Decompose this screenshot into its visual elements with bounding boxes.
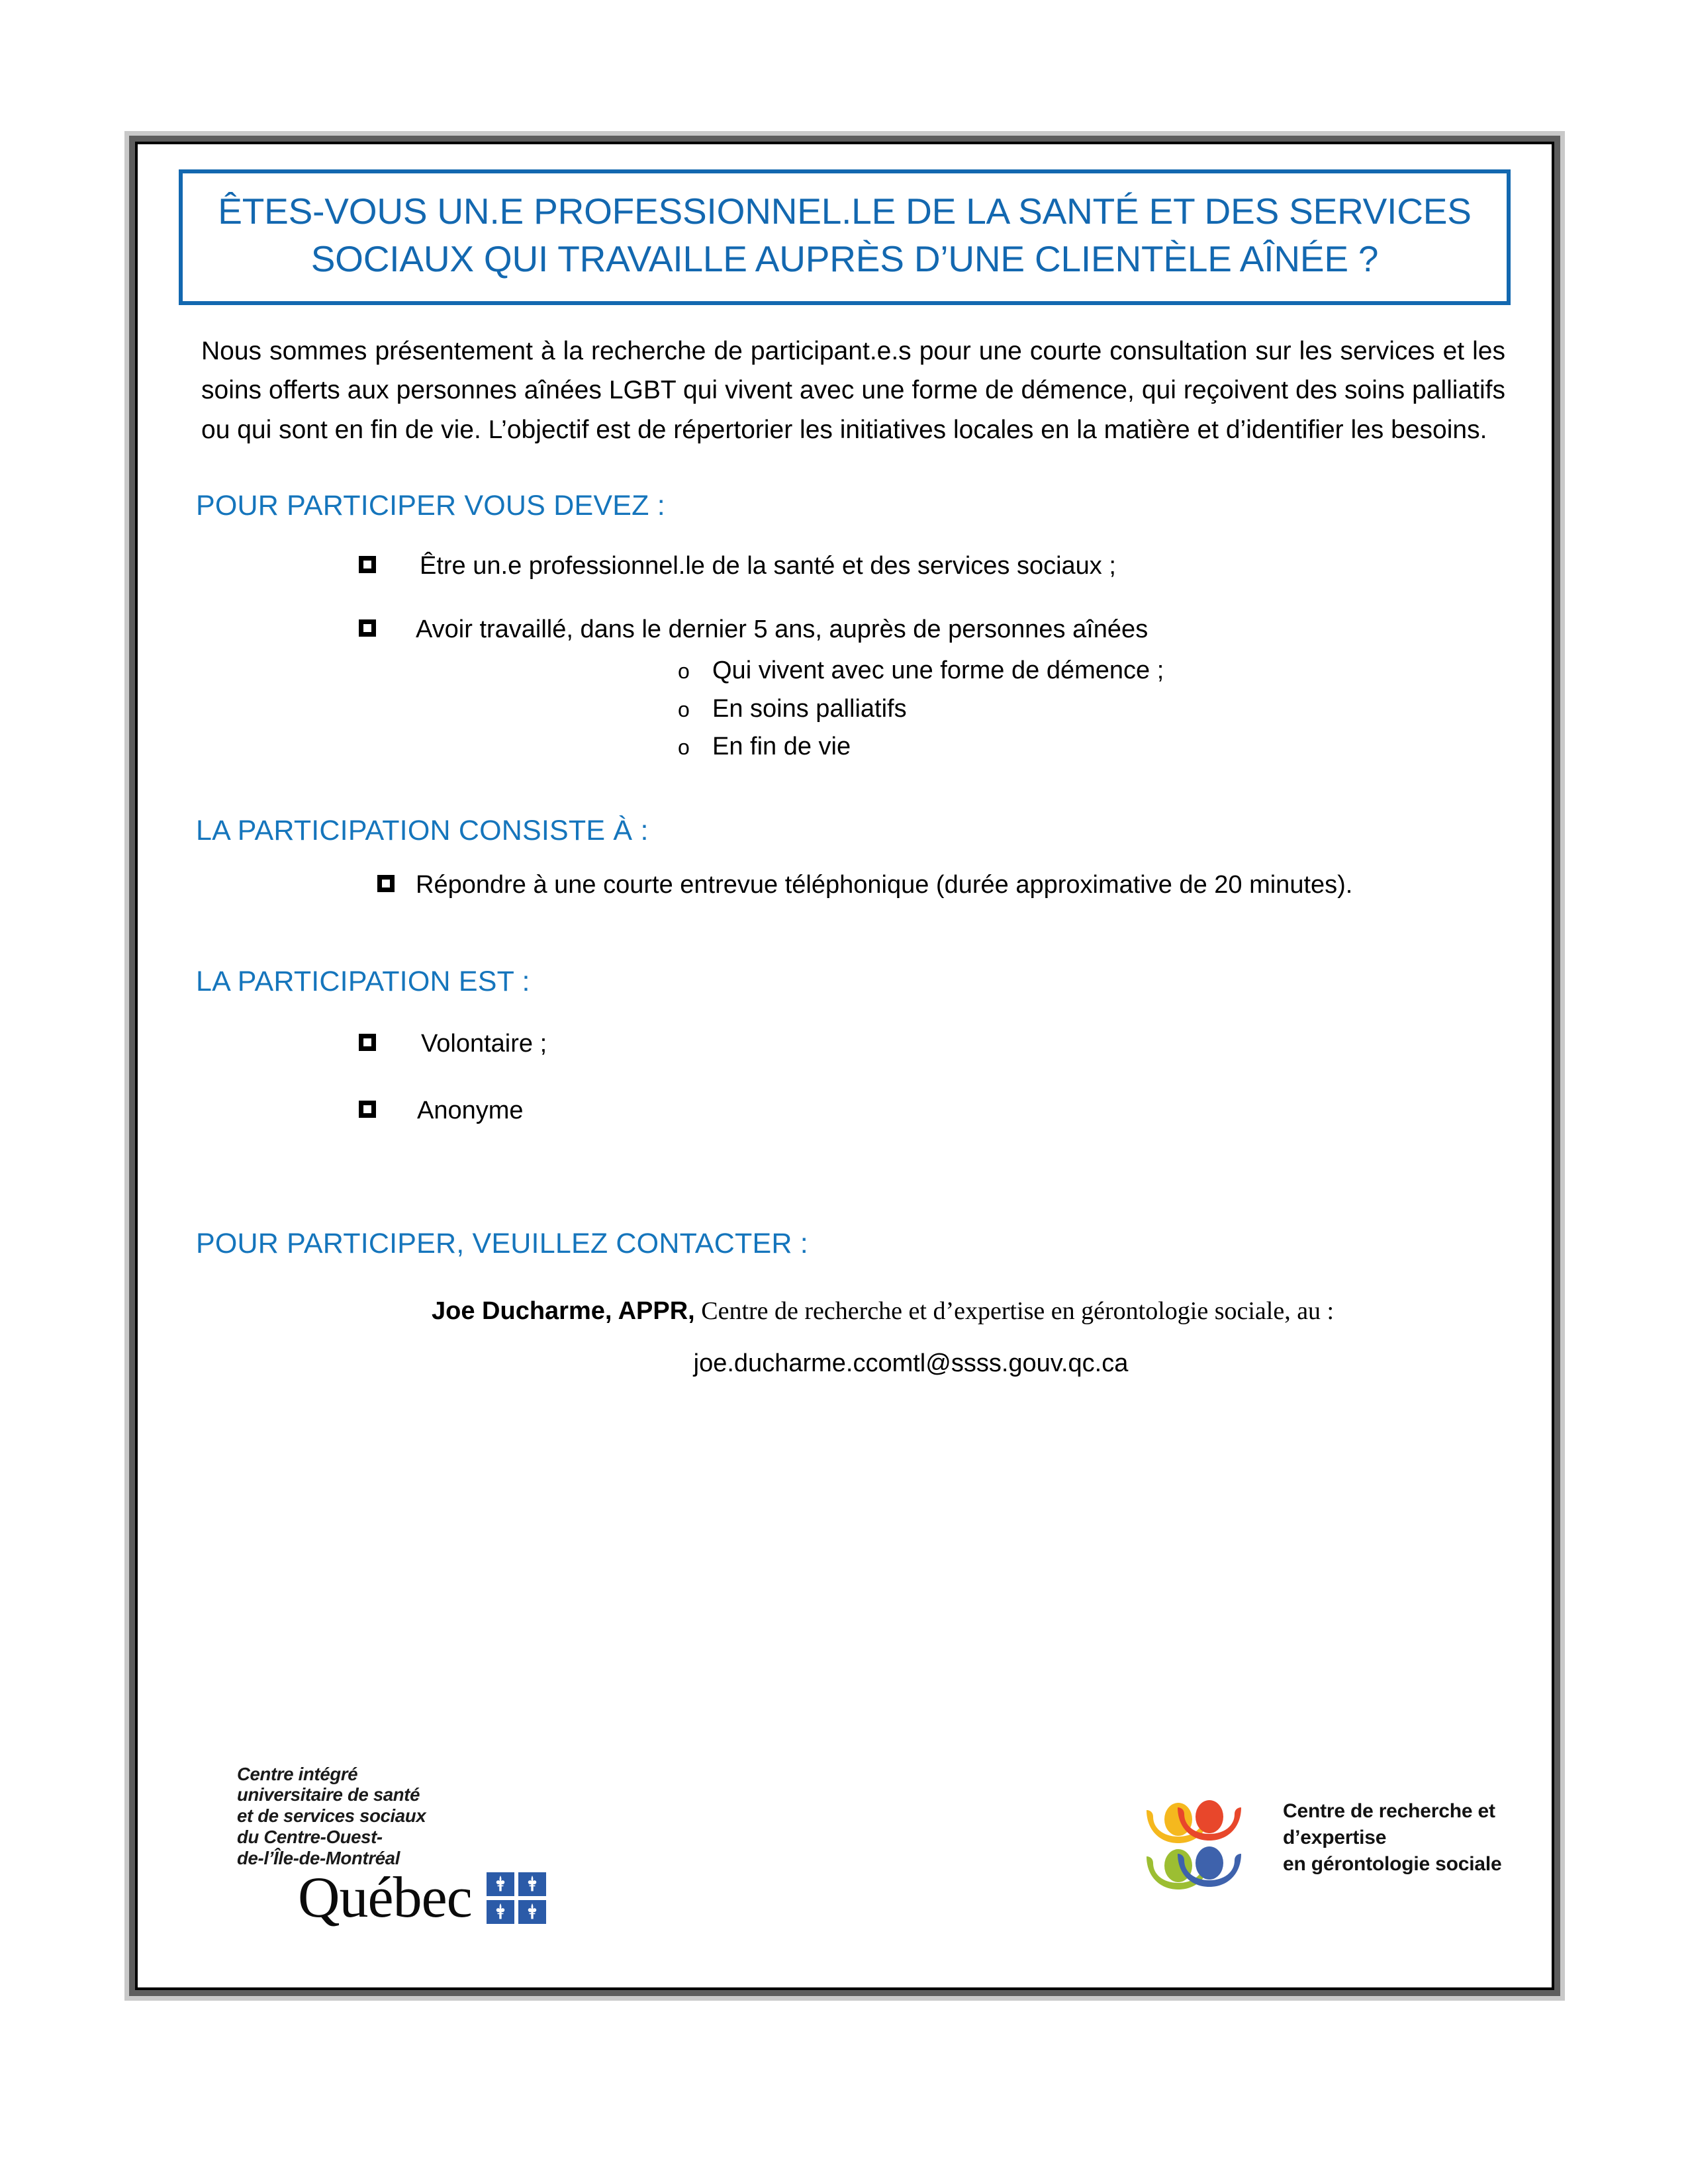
section-heading-contact: POUR PARTICIPER, VEUILLEZ CONTACTER :	[196, 1228, 808, 1260]
quebec-flag-grid	[487, 1872, 546, 1924]
contact-person-name: Joe Ducharme, APPR,	[432, 1297, 695, 1325]
checkbox-square-icon	[359, 619, 376, 637]
list-item	[359, 549, 1523, 583]
creges-line: Centre de recherche et d’expertise	[1283, 1799, 1495, 1848]
fleur-de-lys-icon	[487, 1900, 514, 1924]
sub-list-item	[678, 652, 1523, 690]
contact-email[interactable]: joe.ducharme.ccomtl@ssss.gouv.qc.ca	[693, 1349, 1129, 1378]
list-item	[359, 613, 1523, 647]
sub-list-item	[678, 728, 1523, 766]
sub-bullet-list	[678, 652, 1523, 766]
section-heading-est: LA PARTICIPATION EST :	[196, 966, 530, 998]
list-item-label: Anonyme	[417, 1097, 524, 1125]
quebec-wordmark-row	[237, 1866, 647, 1931]
title-box	[179, 169, 1511, 305]
sub-list-item-label: Qui vivent avec une forme de démence ;	[712, 656, 1164, 684]
contact-affiliation: Centre de recherche et d’expertise en gérontologie sociale, au :	[694, 1297, 1335, 1325]
creges-line: en gérontologie sociale	[1283, 1853, 1502, 1876]
creges-logo	[1140, 1778, 1523, 1897]
ciusss-logo-text	[237, 1764, 647, 1869]
list-item-label: Répondre à une courte entrevue téléphonique (durée approximative de 20 minutes).	[416, 870, 1353, 899]
fleur-de-lys-icon	[487, 1872, 514, 1896]
creges-people-icon	[1140, 1778, 1266, 1897]
checkbox-square-icon	[359, 556, 376, 573]
ciusss-line: de-l’Île-de-Montréal	[237, 1848, 400, 1869]
circle-marker-icon: o	[678, 697, 690, 721]
page-title: ÊTES-VOUS UN.E PROFESSIONNEL.LE DE LA SANTÉ ET DES SERVICES SOCIAUX QUI TRAVAILLE AUPRÈS D’UNE CLIENTÈLE AÎNÉE ?	[218, 191, 1472, 279]
intro-paragraph: Nous sommes présentement à la recherche de participant.e.s pour une courte consultation sur les services et les soins offerts aux personnes aînées LGBT qui vivent avec une forme de démence, qui reçoivent des soins palliatifs ou qui sont en fin de vie. L’objectif est de répertorier les initiatives locales en la matière et d’identifier les besoins.	[201, 337, 1505, 444]
ciusss-line: du Centre-Ouest-	[237, 1827, 383, 1848]
list-item	[359, 1027, 1523, 1061]
fleur-de-lys-icon	[518, 1872, 546, 1896]
creges-logo-text	[1283, 1798, 1523, 1878]
list-item-label: Avoir travaillé, dans le dernier 5 ans, auprès de personnes aînées	[416, 615, 1149, 643]
sub-list-item-label: En fin de vie	[712, 733, 851, 761]
contact-affiliation-line	[432, 1295, 1523, 1328]
list-item-label: Être un.e professionnel.le de la santé et des services sociaux ;	[420, 552, 1116, 580]
ciusss-line: Centre intégré	[237, 1763, 358, 1784]
sub-list-item-label: En soins palliatifs	[712, 694, 907, 723]
checkbox-square-icon	[359, 1034, 376, 1051]
list-item-label: Volontaire ;	[421, 1029, 547, 1058]
page-frame-inner-border	[135, 142, 1554, 1990]
list-item	[359, 1094, 1523, 1128]
sub-list-item	[678, 690, 1523, 729]
footer-logos	[167, 1707, 1523, 1931]
section-heading-participer: POUR PARTICIPER VOUS DEVEZ :	[196, 489, 665, 522]
section-heading-consiste: LA PARTICIPATION CONSISTE À :	[196, 815, 649, 847]
checkbox-square-icon	[377, 875, 395, 892]
ciusss-logo	[237, 1763, 647, 1931]
list-item	[377, 868, 1523, 902]
poster-content	[138, 144, 1552, 1987]
page-frame	[124, 131, 1565, 2001]
circle-marker-icon: o	[678, 659, 690, 683]
ciusss-line: et de services sociaux	[237, 1805, 426, 1827]
ciusss-line: universitaire de santé	[237, 1784, 420, 1805]
fleur-de-lys-icon	[518, 1900, 546, 1924]
circle-marker-icon: o	[678, 735, 690, 760]
quebec-wordmark: Québec	[298, 1866, 472, 1931]
checkbox-square-icon	[359, 1101, 376, 1118]
